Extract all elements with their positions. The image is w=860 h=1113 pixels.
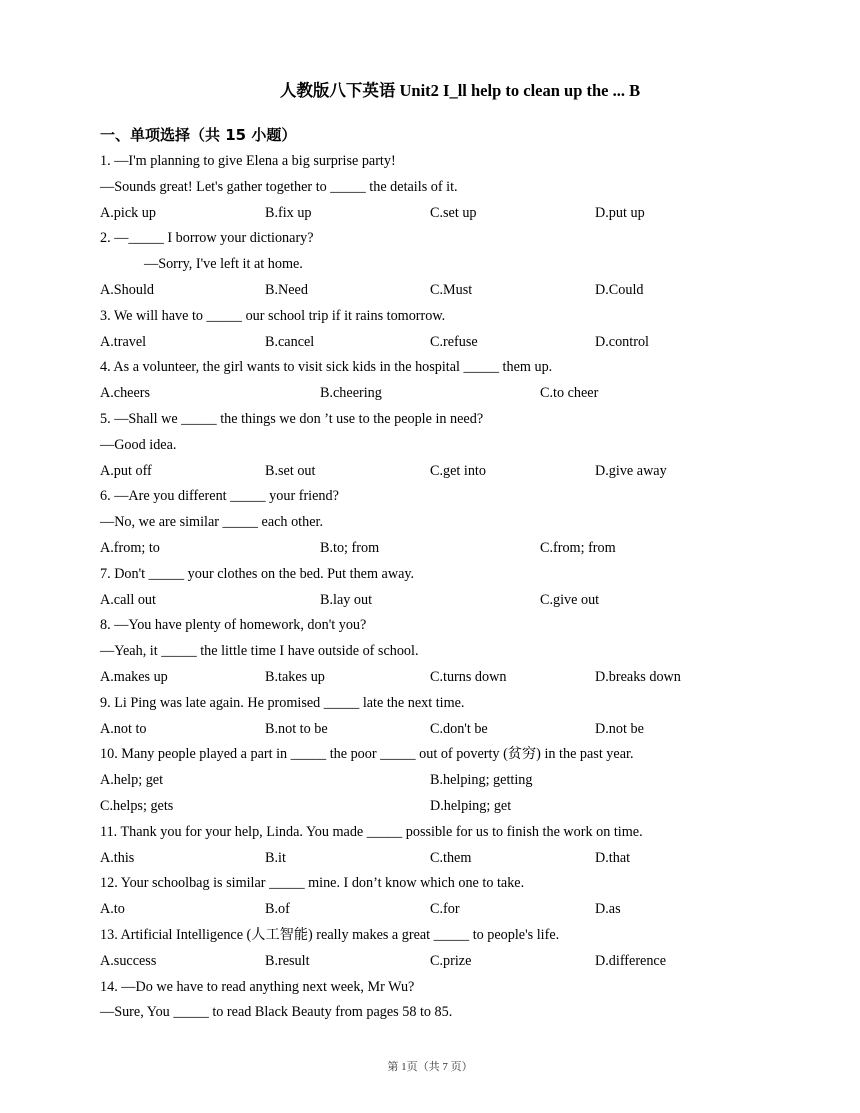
option-row: [100, 847, 760, 873]
answer-option: C.set up: [430, 204, 477, 221]
answer-option: C.them: [430, 849, 472, 866]
option-row: [100, 666, 760, 692]
answer-option: B.cancel: [265, 333, 315, 350]
answer-option: D.Could: [595, 281, 644, 298]
answer-option: C.for: [430, 901, 460, 918]
question-dialogue-line: —Good idea.: [100, 436, 177, 453]
answer-option: A.makes up: [100, 668, 168, 685]
answer-option: B.result: [265, 952, 310, 969]
question-11: [100, 821, 760, 873]
question-3: [100, 305, 760, 357]
option-row: [100, 460, 760, 486]
answer-option: D.as: [595, 901, 621, 918]
option-row: [100, 769, 760, 795]
answer-option: D.put up: [595, 204, 645, 221]
answer-option: C.get into: [430, 462, 486, 479]
answer-option: B.to; from: [320, 539, 380, 556]
question-dialogue-line: —Sorry, I've left it at home.: [144, 256, 303, 273]
question-list: [100, 150, 760, 1027]
answer-option: A.Should: [100, 281, 154, 298]
answer-option: C.prize: [430, 952, 472, 969]
answer-option: B.fix up: [265, 204, 312, 221]
question-6: [100, 485, 760, 562]
option-row: [100, 279, 760, 305]
answer-option: A.to: [100, 901, 125, 918]
question-10: [100, 743, 760, 820]
question-dialogue-line: —Sounds great! Let's gather together to _____ the details of it.: [100, 178, 458, 195]
option-row: [100, 950, 760, 976]
option-row: [100, 718, 760, 744]
answer-option: B.cheering: [320, 385, 382, 402]
answer-option: B.Need: [265, 281, 308, 298]
question-1: [100, 150, 760, 227]
question-stem: 9. Li Ping was late again. He promised _____ late the next time.: [100, 694, 465, 711]
question-2: [100, 227, 760, 304]
question-stem: 10. Many people played a part in _____ the poor _____ out of poverty (贫穷) in the past year.: [100, 746, 634, 763]
option-row: [100, 202, 760, 228]
question-5: [100, 408, 760, 485]
question-dialogue-line: —Sure, You _____ to read Black Beauty from pages 58 to 85.: [100, 1004, 453, 1021]
question-stem: 14. —Do we have to read anything next week, Mr Wu?: [100, 978, 415, 995]
option-row: [100, 331, 760, 357]
question-7: [100, 563, 760, 615]
answer-option: C.turns down: [430, 668, 507, 685]
answer-option: A.pick up: [100, 204, 156, 221]
answer-option: B.not to be: [265, 720, 328, 737]
answer-option: A.this: [100, 849, 135, 866]
answer-option: D.give away: [595, 462, 667, 479]
answer-option: D.that: [595, 849, 631, 866]
question-stem: 6. —Are you different _____ your friend?: [100, 488, 339, 505]
answer-option: A.call out: [100, 591, 156, 608]
question-13: [100, 924, 760, 976]
answer-option: B.set out: [265, 462, 316, 479]
question-stem: 13. Artificial Intelligence (人工智能) really makes a great _____ to people's life.: [100, 926, 560, 943]
answer-option: C.from; from: [540, 539, 616, 556]
answer-option: D.difference: [595, 952, 667, 969]
answer-option: C.to cheer: [540, 385, 599, 402]
question-stem: 7. Don't _____ your clothes on the bed. Put them away.: [100, 565, 415, 582]
page-footer: 第 1页（共 7 页）: [387, 1061, 473, 1073]
answer-option: A.help; get: [100, 772, 164, 789]
answer-option: B.lay out: [320, 591, 373, 608]
answer-option: A.travel: [100, 333, 147, 350]
answer-option: A.success: [100, 952, 157, 969]
answer-option: C.don't be: [430, 720, 488, 737]
answer-option: A.put off: [100, 462, 152, 479]
question-12: [100, 872, 760, 924]
question-stem: 3. We will have to _____ our school trip if it rains tomorrow.: [100, 307, 446, 324]
answer-option: C.give out: [540, 591, 600, 608]
option-row: [100, 382, 760, 408]
section-heading: 一、单项选择（共 15 小题）: [100, 126, 297, 144]
question-stem: 12. Your schoolbag is similar _____ mine. I don’t know which one to take.: [100, 875, 525, 892]
answer-option: A.from; to: [100, 539, 160, 556]
question-4: [100, 356, 760, 408]
question-9: [100, 692, 760, 744]
question-stem: 1. —I'm planning to give Elena a big surprise party!: [100, 153, 396, 169]
question-stem: 5. —Shall we _____ the things we don ’t use to the people in need?: [100, 410, 484, 427]
answer-option: D.helping; get: [430, 797, 512, 814]
page-title: 人教版八下英语 Unit2 I_ll help to clean up the ... B: [279, 81, 641, 100]
question-stem: 4. As a volunteer, the girl wants to visit sick kids in the hospital _____ them up.: [100, 359, 553, 376]
option-row: [100, 589, 760, 615]
question-stem: 8. —You have plenty of homework, don't you?: [100, 617, 367, 634]
answer-option: A.cheers: [100, 385, 151, 402]
question-8: [100, 614, 760, 691]
question-dialogue-line: —No, we are similar _____ each other.: [100, 514, 323, 531]
answer-option: D.not be: [595, 720, 644, 737]
answer-option: C.helps; gets: [100, 797, 174, 814]
option-row: [100, 537, 760, 563]
question-dialogue-line: —Yeah, it _____ the little time I have outside of school.: [100, 643, 419, 660]
answer-option: C.refuse: [430, 333, 478, 350]
answer-option: D.breaks down: [595, 668, 681, 685]
answer-option: D.control: [595, 333, 649, 350]
question-stem: 11. Thank you for your help, Linda. You made _____ possible for us to finish the work on time.: [100, 823, 643, 840]
question-14: [100, 976, 760, 1028]
answer-option: B.helping; getting: [430, 772, 533, 789]
answer-option: B.takes up: [265, 668, 325, 685]
option-row: [100, 898, 760, 924]
answer-option: B.of: [265, 901, 290, 918]
question-stem: 2. —_____ I borrow your dictionary?: [100, 230, 314, 247]
answer-option: B.it: [265, 849, 286, 866]
answer-option: A.not to: [100, 720, 147, 737]
answer-option: C.Must: [430, 281, 473, 298]
option-row: [100, 795, 760, 821]
